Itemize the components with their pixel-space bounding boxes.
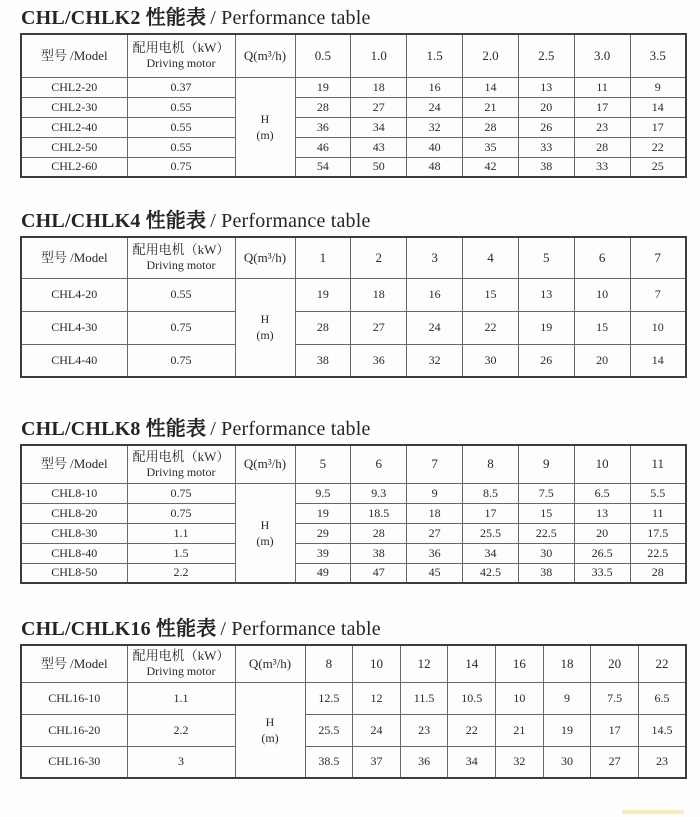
q-value-header-cell: 3 xyxy=(407,237,463,278)
q-value-header-cell: 2.5 xyxy=(518,34,574,77)
performance-table-chlk4 xyxy=(20,236,687,378)
value-cell: 22.5 xyxy=(518,523,574,543)
value-cell: 27 xyxy=(407,523,463,543)
value-cell: 12 xyxy=(353,682,401,714)
value-cell: 22 xyxy=(463,311,519,344)
value-cell: 34 xyxy=(351,117,407,137)
value-cell: 36 xyxy=(407,543,463,563)
value-cell: 28 xyxy=(463,117,519,137)
value-cell: 43 xyxy=(351,137,407,157)
motor-kw-cell: 3 xyxy=(127,746,235,778)
section-title xyxy=(21,6,700,30)
value-cell: 15 xyxy=(518,503,574,523)
performance-table-chlk16 xyxy=(20,644,687,779)
q-value-header-cell: 9 xyxy=(518,445,574,483)
value-cell: 9.3 xyxy=(351,483,407,503)
title-en-label: / Performance table xyxy=(210,418,371,440)
header-motor-cell xyxy=(127,34,235,77)
q-value-header-cell: 18 xyxy=(543,645,591,682)
table-row xyxy=(21,543,686,563)
value-cell: 42.5 xyxy=(463,563,519,583)
title-series-label: CHL/CHLK8 xyxy=(21,418,141,440)
head-unit-label: (m) xyxy=(256,533,274,548)
value-cell: 26 xyxy=(518,117,574,137)
head-symbol-label: H xyxy=(260,111,270,126)
head-unit-cell xyxy=(235,278,295,377)
model-cell: CHL16-20 xyxy=(21,714,127,746)
value-cell: 6.5 xyxy=(574,483,630,503)
value-cell: 42 xyxy=(463,157,519,177)
value-cell: 19 xyxy=(518,311,574,344)
value-cell: 23 xyxy=(400,714,448,746)
value-cell: 32 xyxy=(407,117,463,137)
motor-kw-cell: 2.2 xyxy=(127,563,235,583)
motor-label-cjk: 配用电机（kW） xyxy=(132,242,230,258)
value-cell: 17 xyxy=(463,503,519,523)
value-cell: 38 xyxy=(351,543,407,563)
title-en-label: / Performance table xyxy=(210,210,371,232)
motor-label-cjk: 配用电机（kW） xyxy=(132,448,230,464)
value-cell: 22.5 xyxy=(630,543,686,563)
motor-label-en: Driving motor xyxy=(146,258,216,273)
value-cell: 30 xyxy=(463,344,519,377)
q-value-header-cell: 11 xyxy=(630,445,686,483)
value-cell: 10 xyxy=(496,682,544,714)
value-cell: 54 xyxy=(295,157,351,177)
value-cell: 11 xyxy=(630,503,686,523)
value-cell: 36 xyxy=(400,746,448,778)
performance-section-chlk4 xyxy=(20,209,700,378)
q-value-header-cell: 20 xyxy=(591,645,639,682)
model-cell: CHL4-20 xyxy=(21,278,127,311)
section-title xyxy=(21,417,700,441)
value-cell: 17.5 xyxy=(630,523,686,543)
header-q-cell: Q(m³/h) xyxy=(235,237,295,278)
value-cell: 14 xyxy=(463,77,519,97)
value-cell: 18.5 xyxy=(351,503,407,523)
title-cjk-label: 性能表 xyxy=(145,7,207,29)
q-value-header-cell: 22 xyxy=(638,645,686,682)
table-row xyxy=(21,137,686,157)
motor-kw-cell: 1.1 xyxy=(127,682,235,714)
header-motor-cell xyxy=(127,237,235,278)
value-cell: 40 xyxy=(407,137,463,157)
motor-label-en: Driving motor xyxy=(146,56,216,71)
q-value-header-cell: 3.5 xyxy=(630,34,686,77)
motor-kw-cell: 0.55 xyxy=(127,278,235,311)
title-cjk-label: 性能表 xyxy=(145,210,207,232)
header-model-cell: 型号 /Model xyxy=(21,34,127,77)
table-row xyxy=(21,714,686,746)
model-cell: CHL16-10 xyxy=(21,682,127,714)
table-row xyxy=(21,523,686,543)
section-title xyxy=(21,617,700,641)
value-cell: 20 xyxy=(574,523,630,543)
motor-kw-cell: 0.75 xyxy=(127,503,235,523)
value-cell: 10 xyxy=(574,278,630,311)
value-cell: 17 xyxy=(574,97,630,117)
value-cell: 23 xyxy=(638,746,686,778)
value-cell: 13 xyxy=(574,503,630,523)
value-cell: 20 xyxy=(518,97,574,117)
model-cell: CHL4-40 xyxy=(21,344,127,377)
value-cell: 28 xyxy=(295,311,351,344)
header-motor-cell xyxy=(127,445,235,483)
value-cell: 21 xyxy=(496,714,544,746)
value-cell: 27 xyxy=(591,746,639,778)
table-row xyxy=(21,97,686,117)
q-value-header-cell: 1 xyxy=(295,237,351,278)
q-value-header-cell: 2.0 xyxy=(463,34,519,77)
motor-label-en: Driving motor xyxy=(146,664,216,679)
table-row xyxy=(21,344,686,377)
head-symbol-label: H xyxy=(260,517,270,532)
model-cell: CHL2-30 xyxy=(21,97,127,117)
title-series-label: CHL/CHLK16 xyxy=(21,618,151,640)
table-row xyxy=(21,77,686,97)
value-cell: 28 xyxy=(295,97,351,117)
value-cell: 14 xyxy=(630,344,686,377)
q-value-header-cell: 3.0 xyxy=(574,34,630,77)
q-value-header-cell: 8 xyxy=(305,645,353,682)
value-cell: 50 xyxy=(351,157,407,177)
value-cell: 19 xyxy=(295,503,351,523)
value-cell: 38 xyxy=(518,157,574,177)
value-cell: 11 xyxy=(574,77,630,97)
value-cell: 25 xyxy=(630,157,686,177)
q-value-header-cell: 2 xyxy=(351,237,407,278)
performance-table-chlk8 xyxy=(20,444,687,584)
value-cell: 7.5 xyxy=(591,682,639,714)
value-cell: 20 xyxy=(574,344,630,377)
motor-kw-cell: 0.75 xyxy=(127,483,235,503)
motor-label-cjk: 配用电机（kW） xyxy=(132,648,230,664)
header-q-cell: Q(m³/h) xyxy=(235,445,295,483)
q-value-header-cell: 1.0 xyxy=(351,34,407,77)
value-cell: 34 xyxy=(448,746,496,778)
value-cell: 33 xyxy=(518,137,574,157)
value-cell: 39 xyxy=(295,543,351,563)
value-cell: 19 xyxy=(543,714,591,746)
value-cell: 32 xyxy=(496,746,544,778)
header-row xyxy=(21,34,686,77)
value-cell: 24 xyxy=(353,714,401,746)
q-value-header-cell: 10 xyxy=(574,445,630,483)
q-value-header-cell: 14 xyxy=(448,645,496,682)
model-cell: CHL4-30 xyxy=(21,311,127,344)
performance-table-chlk2 xyxy=(20,33,687,178)
value-cell: 35 xyxy=(463,137,519,157)
model-cell: CHL8-10 xyxy=(21,483,127,503)
q-value-header-cell: 6 xyxy=(351,445,407,483)
q-value-header-cell: 5 xyxy=(518,237,574,278)
value-cell: 30 xyxy=(543,746,591,778)
q-value-header-cell: 8 xyxy=(463,445,519,483)
model-cell: CHL8-30 xyxy=(21,523,127,543)
header-q-cell: Q(m³/h) xyxy=(235,645,305,682)
value-cell: 13 xyxy=(518,77,574,97)
value-cell: 28 xyxy=(351,523,407,543)
motor-kw-cell: 1.5 xyxy=(127,543,235,563)
value-cell: 45 xyxy=(407,563,463,583)
value-cell: 22 xyxy=(630,137,686,157)
model-cell: CHL8-20 xyxy=(21,503,127,523)
value-cell: 34 xyxy=(463,543,519,563)
q-value-header-cell: 0.5 xyxy=(295,34,351,77)
value-cell: 48 xyxy=(407,157,463,177)
q-value-header-cell: 4 xyxy=(463,237,519,278)
title-series-label: CHL/CHLK4 xyxy=(21,210,141,232)
model-cell: CHL2-60 xyxy=(21,157,127,177)
head-symbol-label: H xyxy=(260,312,270,327)
performance-section-chlk8 xyxy=(20,417,700,584)
table-row xyxy=(21,483,686,503)
value-cell: 11.5 xyxy=(400,682,448,714)
value-cell: 7.5 xyxy=(518,483,574,503)
table-row xyxy=(21,682,686,714)
header-model-cell: 型号 /Model xyxy=(21,237,127,278)
head-unit-cell xyxy=(235,682,305,778)
value-cell: 16 xyxy=(407,278,463,311)
value-cell: 22 xyxy=(448,714,496,746)
q-value-header-cell: 10 xyxy=(353,645,401,682)
value-cell: 36 xyxy=(351,344,407,377)
value-cell: 18 xyxy=(351,278,407,311)
motor-kw-cell: 0.55 xyxy=(127,137,235,157)
value-cell: 14.5 xyxy=(638,714,686,746)
value-cell: 17 xyxy=(630,117,686,137)
value-cell: 26.5 xyxy=(574,543,630,563)
value-cell: 21 xyxy=(463,97,519,117)
model-cell: CHL2-20 xyxy=(21,77,127,97)
value-cell: 18 xyxy=(351,77,407,97)
value-cell: 16 xyxy=(407,77,463,97)
watermark-fragment xyxy=(622,810,684,814)
header-model-cell: 型号 /Model xyxy=(21,645,127,682)
q-value-header-cell: 5 xyxy=(295,445,351,483)
title-en-label: / Performance table xyxy=(210,7,371,29)
performance-section-chlk2 xyxy=(20,0,700,178)
header-motor-cell xyxy=(127,645,235,682)
value-cell: 23 xyxy=(574,117,630,137)
motor-kw-cell: 0.55 xyxy=(127,117,235,137)
head-unit-label: (m) xyxy=(261,730,279,745)
table-row xyxy=(21,503,686,523)
table-row xyxy=(21,278,686,311)
value-cell: 19 xyxy=(295,77,351,97)
value-cell: 47 xyxy=(351,563,407,583)
performance-section-chlk16 xyxy=(20,617,700,779)
value-cell: 7 xyxy=(630,278,686,311)
value-cell: 25.5 xyxy=(305,714,353,746)
motor-label-cjk: 配用电机（kW） xyxy=(132,40,230,56)
q-value-header-cell: 6 xyxy=(574,237,630,278)
q-value-header-cell: 7 xyxy=(407,445,463,483)
value-cell: 33 xyxy=(574,157,630,177)
model-cell: CHL8-50 xyxy=(21,563,127,583)
model-cell: CHL16-30 xyxy=(21,746,127,778)
value-cell: 33.5 xyxy=(574,563,630,583)
model-cell: CHL8-40 xyxy=(21,543,127,563)
header-row xyxy=(21,445,686,483)
value-cell: 24 xyxy=(407,97,463,117)
head-unit-cell xyxy=(235,77,295,177)
motor-kw-cell: 0.55 xyxy=(127,97,235,117)
value-cell: 29 xyxy=(295,523,351,543)
value-cell: 38.5 xyxy=(305,746,353,778)
value-cell: 32 xyxy=(407,344,463,377)
table-row xyxy=(21,746,686,778)
value-cell: 18 xyxy=(407,503,463,523)
value-cell: 37 xyxy=(353,746,401,778)
value-cell: 17 xyxy=(591,714,639,746)
value-cell: 6.5 xyxy=(638,682,686,714)
value-cell: 8.5 xyxy=(463,483,519,503)
head-unit-label: (m) xyxy=(256,127,274,142)
q-value-header-cell: 1.5 xyxy=(407,34,463,77)
value-cell: 49 xyxy=(295,563,351,583)
model-cell: CHL2-50 xyxy=(21,137,127,157)
value-cell: 5.5 xyxy=(630,483,686,503)
value-cell: 46 xyxy=(295,137,351,157)
motor-kw-cell: 0.37 xyxy=(127,77,235,97)
value-cell: 10 xyxy=(630,311,686,344)
value-cell: 27 xyxy=(351,311,407,344)
value-cell: 38 xyxy=(295,344,351,377)
motor-kw-cell: 2.2 xyxy=(127,714,235,746)
value-cell: 25.5 xyxy=(463,523,519,543)
motor-kw-cell: 1.1 xyxy=(127,523,235,543)
q-value-header-cell: 7 xyxy=(630,237,686,278)
value-cell: 9 xyxy=(543,682,591,714)
value-cell: 9 xyxy=(630,77,686,97)
title-cjk-label: 性能表 xyxy=(155,618,217,640)
value-cell: 38 xyxy=(518,563,574,583)
header-row xyxy=(21,237,686,278)
motor-kw-cell: 0.75 xyxy=(127,157,235,177)
header-model-cell: 型号 /Model xyxy=(21,445,127,483)
value-cell: 30 xyxy=(518,543,574,563)
value-cell: 27 xyxy=(351,97,407,117)
section-title xyxy=(21,209,700,233)
value-cell: 19 xyxy=(295,278,351,311)
table-row xyxy=(21,157,686,177)
head-unit-label: (m) xyxy=(256,328,274,343)
value-cell: 10.5 xyxy=(448,682,496,714)
table-row xyxy=(21,563,686,583)
value-cell: 26 xyxy=(518,344,574,377)
value-cell: 14 xyxy=(630,97,686,117)
title-series-label: CHL/CHLK2 xyxy=(21,7,141,29)
value-cell: 28 xyxy=(630,563,686,583)
value-cell: 28 xyxy=(574,137,630,157)
q-value-header-cell: 12 xyxy=(400,645,448,682)
value-cell: 12.5 xyxy=(305,682,353,714)
value-cell: 15 xyxy=(574,311,630,344)
model-cell: CHL2-40 xyxy=(21,117,127,137)
motor-kw-cell: 0.75 xyxy=(127,344,235,377)
value-cell: 15 xyxy=(463,278,519,311)
head-unit-cell xyxy=(235,483,295,583)
head-symbol-label: H xyxy=(265,714,275,729)
motor-label-en: Driving motor xyxy=(146,464,216,479)
table-row xyxy=(21,117,686,137)
value-cell: 9 xyxy=(407,483,463,503)
motor-kw-cell: 0.75 xyxy=(127,311,235,344)
table-row xyxy=(21,311,686,344)
value-cell: 24 xyxy=(407,311,463,344)
header-q-cell: Q(m³/h) xyxy=(235,34,295,77)
title-cjk-label: 性能表 xyxy=(145,418,207,440)
title-en-label: / Performance table xyxy=(220,618,381,640)
value-cell: 36 xyxy=(295,117,351,137)
value-cell: 13 xyxy=(518,278,574,311)
value-cell: 9.5 xyxy=(295,483,351,503)
q-value-header-cell: 16 xyxy=(496,645,544,682)
header-row xyxy=(21,645,686,682)
